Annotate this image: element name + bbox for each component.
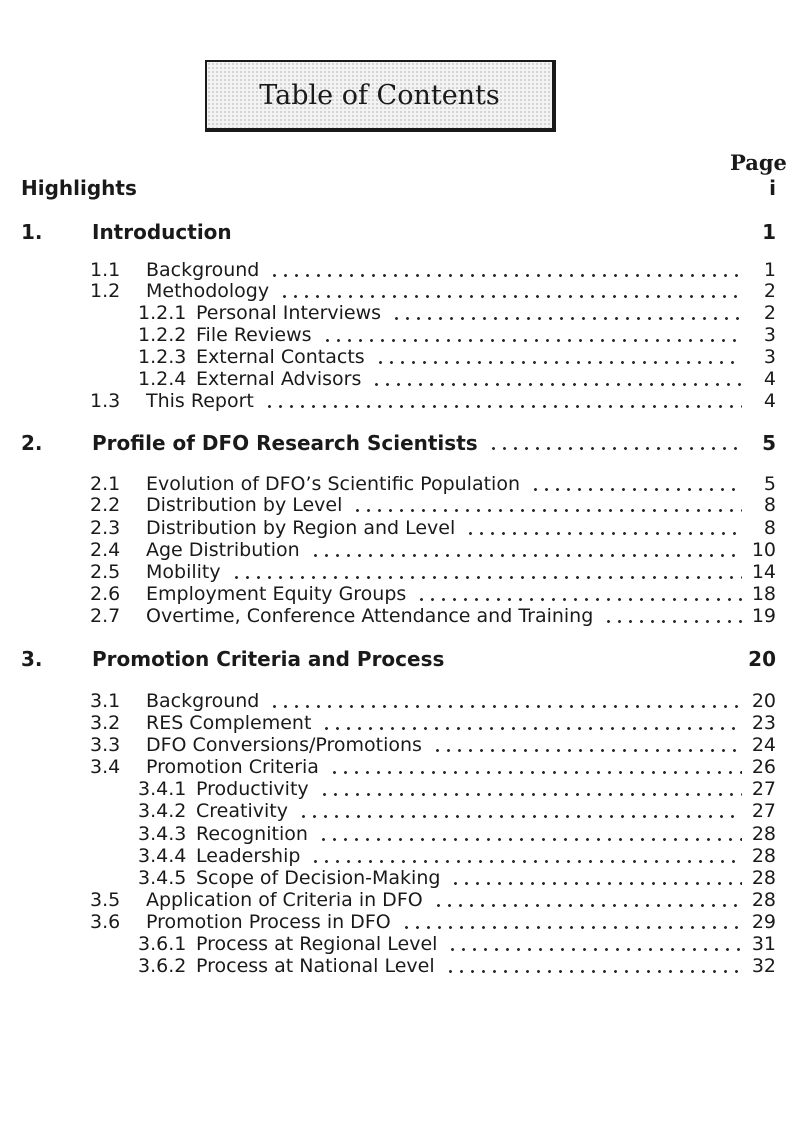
toc-entry-number: 3.4.4: [138, 845, 187, 867]
toc-entry-title: Methodology: [146, 280, 270, 302]
toc-entry-title: Promotion Criteria and Process: [92, 647, 445, 671]
toc-entry-number: 1.1: [90, 259, 121, 281]
toc-entry-title: Leadership: [196, 845, 301, 867]
toc-entry[interactable]: [0, 516, 800, 540]
toc-dot-leader: [310, 860, 742, 863]
toc-entry-number: 1.2.1: [138, 302, 187, 324]
toc-entry[interactable]: [0, 689, 800, 713]
toc-entry[interactable]: [0, 799, 800, 823]
toc-entry-page: 1: [762, 220, 776, 244]
toc-entry-page: 31: [751, 933, 776, 955]
toc-entry[interactable]: [0, 954, 800, 978]
toc-dot-leader: [269, 705, 742, 708]
toc-entry-page: 18: [751, 583, 776, 605]
toc-entry[interactable]: [0, 755, 800, 779]
toc-entry[interactable]: [0, 301, 800, 325]
toc-entry[interactable]: [0, 367, 800, 391]
toc-entry-title: Application of Criteria in DFO: [146, 889, 423, 911]
toc-entry[interactable]: [0, 279, 800, 303]
toc-dot-leader: [352, 509, 742, 512]
toc-entry-number: 3.2: [90, 712, 121, 734]
toc-dot-leader: [329, 771, 742, 774]
toc-entry-number: 2.3: [90, 517, 121, 539]
toc-entry-title: Process at National Level: [196, 955, 435, 977]
toc-entry-page: 3: [763, 324, 776, 346]
toc-entry[interactable]: [0, 932, 800, 956]
toc-dot-leader: [530, 488, 742, 491]
toc-entry-number: 2.6: [90, 583, 121, 605]
toc-entry-page: 32: [751, 955, 776, 977]
toc-dot-leader: [375, 361, 742, 364]
toc-entry-number: 1.: [21, 220, 43, 244]
toc-entry-page: 3: [763, 346, 776, 368]
toc-entry-number: 2.7: [90, 605, 121, 627]
toc-entry-title: Profile of DFO Research Scientists: [92, 431, 478, 455]
toc-dot-leader: [416, 598, 742, 601]
toc-entry-number: 1.3: [90, 390, 121, 412]
toc-entry[interactable]: [0, 647, 800, 671]
toc-entry-page: 24: [751, 734, 776, 756]
toc-dot-leader: [321, 727, 742, 730]
toc-entry-page: 20: [751, 690, 776, 712]
toc-entry-page: 10: [751, 539, 776, 561]
toc-entry[interactable]: [0, 538, 800, 562]
toc-entry-number: 1.2.3: [138, 346, 187, 368]
toc-entry[interactable]: [0, 866, 800, 890]
toc-dot-leader: [371, 383, 742, 386]
toc-dot-leader: [603, 620, 742, 623]
toc-entry-page: 8: [763, 517, 776, 539]
toc-entry-page: 28: [751, 867, 776, 889]
toc-dot-leader: [465, 532, 742, 535]
toc-entry-number: 3.4.5: [138, 867, 187, 889]
toc-entry-number: 2.: [21, 431, 43, 455]
toc-entry-number: 2.5: [90, 561, 121, 583]
toc-dot-leader: [310, 554, 742, 557]
toc-entry-title: Scope of Decision-Making: [196, 867, 441, 889]
toc-entry-title: Productivity: [196, 778, 309, 800]
toc-dot-leader: [445, 970, 742, 973]
toc-entry-page: 4: [763, 390, 776, 412]
toc-dot-leader: [279, 295, 742, 298]
toc-entry-page: 5: [762, 431, 776, 455]
toc-entry[interactable]: [0, 822, 800, 846]
toc-entry[interactable]: [0, 220, 800, 244]
toc-entry-page: 1: [763, 259, 776, 281]
toc-entry-title: Evolution of DFO’s Scientific Population: [146, 473, 520, 495]
toc-entry-title: Personal Interviews: [196, 302, 382, 324]
toc-entry-title: Background: [146, 690, 260, 712]
toc-dot-leader: [322, 339, 742, 342]
page-column-header: Page: [730, 150, 787, 175]
toc-dot-leader: [488, 447, 742, 450]
toc-entry[interactable]: [0, 176, 800, 200]
toc-entry-page: 14: [751, 561, 776, 583]
toc-entry[interactable]: [0, 733, 800, 757]
toc-entry[interactable]: [0, 711, 800, 735]
toc-entry-title: Distribution by Level: [146, 494, 343, 516]
toc-dot-leader: [391, 317, 742, 320]
toc-entry-title: Process at Regional Level: [196, 933, 438, 955]
toc-entry-number: 2.4: [90, 539, 121, 561]
toc-entry-number: 3.4.1: [138, 778, 187, 800]
toc-entry-number: 3.4.3: [138, 823, 187, 845]
toc-entry[interactable]: [0, 844, 800, 868]
toc-dot-leader: [319, 793, 742, 796]
toc-entry-number: 3.4: [90, 756, 121, 778]
toc-dot-leader: [450, 882, 742, 885]
toc-dot-leader: [432, 749, 742, 752]
toc-entry-page: 28: [751, 823, 776, 845]
toc-entry-number: 3.6.1: [138, 933, 187, 955]
toc-entry-title: Mobility: [146, 561, 221, 583]
toc-entry-page: 27: [751, 800, 776, 822]
toc-entry-title: DFO Conversions/Promotions: [146, 734, 422, 756]
toc-entry[interactable]: [0, 582, 800, 606]
toc-dot-leader: [318, 838, 742, 841]
toc-entry[interactable]: [0, 345, 800, 369]
toc-entry-title: Highlights: [21, 176, 137, 200]
toc-entry[interactable]: [0, 604, 800, 628]
toc-entry-title: File Reviews: [196, 324, 312, 346]
toc-entry-page: 23: [751, 712, 776, 734]
toc-entry-number: 3.: [21, 647, 43, 671]
toc-entry-page: i: [769, 176, 776, 200]
toc-entry-title: External Contacts: [196, 346, 365, 368]
toc-dot-leader: [433, 904, 742, 907]
toc-entry-number: 3.6: [90, 911, 121, 933]
toc-entry[interactable]: [0, 560, 800, 584]
toc-entry-number: 3.1: [90, 690, 121, 712]
toc-entry[interactable]: [0, 910, 800, 934]
toc-entry-title: Promotion Process in DFO: [146, 911, 391, 933]
toc-entry-page: 2: [763, 280, 776, 302]
toc-dot-leader: [264, 405, 742, 408]
toc-entry-number: 3.6.2: [138, 955, 187, 977]
toc-entry-page: 4: [763, 368, 776, 390]
toc-entry-title: This Report: [146, 390, 254, 412]
toc-entry-title: Creativity: [196, 800, 288, 822]
toc-entry-title: Background: [146, 259, 260, 281]
toc-entry-number: 2.2: [90, 494, 121, 516]
toc-entry-title: Distribution by Region and Level: [146, 517, 456, 539]
toc-entry[interactable]: [0, 888, 800, 912]
toc-dot-leader: [447, 948, 742, 951]
toc-entry-page: 28: [751, 889, 776, 911]
toc-dot-leader: [401, 926, 742, 929]
toc-entry[interactable]: [0, 323, 800, 347]
toc-entry-number: 1.2.2: [138, 324, 187, 346]
toc-entry-title: Introduction: [92, 220, 232, 244]
toc-entry-number: 2.1: [90, 473, 121, 495]
toc-entry-number: 3.5: [90, 889, 121, 911]
toc-entry-number: 3.4.2: [138, 800, 187, 822]
toc-entry-page: 19: [751, 605, 776, 627]
toc-entry-number: 1.2: [90, 280, 121, 302]
toc-entry-page: 20: [748, 647, 776, 671]
toc-entry-title: Overtime, Conference Attendance and Training: [146, 605, 594, 627]
toc-entry[interactable]: [0, 389, 800, 413]
toc-entry-title: External Advisors: [196, 368, 362, 390]
toc-entry-title: RES Complement: [146, 712, 312, 734]
toc-entry-page: 2: [763, 302, 776, 324]
toc-entry-page: 27: [751, 778, 776, 800]
toc-entry[interactable]: [0, 777, 800, 801]
toc-entry-number: 1.2.4: [138, 368, 187, 390]
toc-entry-page: 8: [763, 494, 776, 516]
toc-entry[interactable]: [0, 431, 800, 455]
toc-entry-page: 26: [751, 756, 776, 778]
toc-entry-page: 29: [751, 911, 776, 933]
toc-dot-leader: [231, 576, 742, 579]
toc-entry-page: 5: [763, 473, 776, 495]
toc-entry-title: Promotion Criteria: [146, 756, 319, 778]
toc-dot-leader: [298, 815, 742, 818]
toc-entry-title: Age Distribution: [146, 539, 300, 561]
toc-entry-title: Recognition: [196, 823, 308, 845]
toc-dot-leader: [269, 274, 742, 277]
toc-title: Table of Contents: [259, 79, 500, 111]
toc-entry-number: 3.3: [90, 734, 121, 756]
toc-entry[interactable]: [0, 493, 800, 517]
toc-entry-page: 28: [751, 845, 776, 867]
toc-entry-title: Employment Equity Groups: [146, 583, 407, 605]
